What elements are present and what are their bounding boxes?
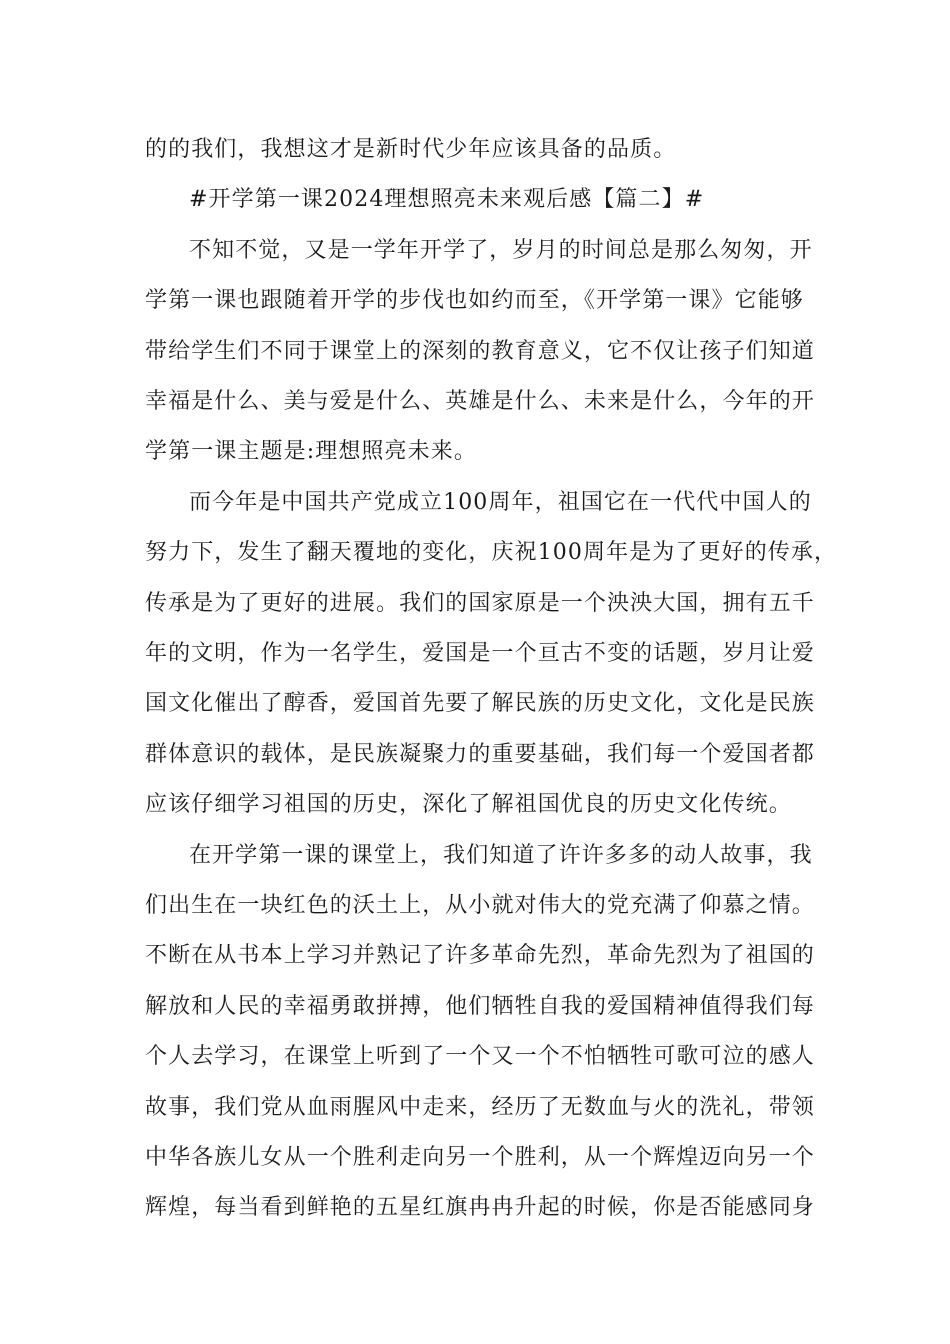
text-line: 应该仔细学习祖国的历史，深化了解祖国优良的历史文化传统。 [145, 792, 792, 817]
text-line: 努力下，发生了翻天覆地的变化，庆祝100周年是为了更好的传承， [145, 540, 838, 565]
text-line: 群体意识的载体，是民族凝聚力的重要基础，我们每一个爱国者都 [145, 742, 815, 767]
text-line: 不断在从书本上学习并熟记了许多革命先烈，革命先烈为了祖国的 [145, 943, 815, 968]
section-heading: #开学第一课2024理想照亮未来观后感【篇二】# [189, 187, 705, 212]
text-line: 传承是为了更好的进展。我们的国家原是一个泱泱大国，拥有五千 [145, 591, 815, 616]
text-line: 国文化催出了醇香，爱国首先要了解民族的历史文化，文化是民族 [145, 691, 815, 716]
text-line: 解放和人民的幸福勇敢拼搏，他们牺牲自我的爱国精神值得我们每 [145, 994, 815, 1019]
text-line: 幸福是什么、美与爱是什么、英雄是什么、未来是什么，今年的开 [145, 389, 815, 414]
text-line: 在开学第一课的课堂上，我们知道了许许多多的动人故事，我 [189, 843, 813, 868]
text-line: 中华各族儿女从一个胜利走向另一个胜利，从一个辉煌迈向另一个 [145, 1145, 815, 1170]
text-line: 故事，我们党从血雨腥风中走来，经历了无数血与火的洗礼，带领 [145, 1095, 815, 1120]
text-line: 年的文明，作为一名学生，爱国是一个亘古不变的话题，岁月让爱 [145, 641, 815, 666]
text-line: 不知不觉，又是一学年开学了，岁月的时间总是那么匆匆，开 [189, 238, 813, 263]
text-line: 的的我们，我想这才是新时代少年应该具备的品质。 [145, 137, 677, 162]
text-line: 而今年是中国共产党成立100周年，祖国它在一代代中国人的 [189, 490, 812, 515]
text-line: 们出生在一块红色的沃土上，从小就对伟大的党充满了仰慕之情。 [145, 893, 815, 918]
text-line: 带给学生们不同于课堂上的深刻的教育意义，它不仅让孩子们知道 [145, 339, 815, 364]
text-line: 个人去学习，在课堂上听到了一个又一个不怕牺牲可歌可泣的感人 [145, 1044, 815, 1069]
text-line: 学第一课也跟随着开学的步伐也如约而至，《开学第一课》它能够 [145, 288, 804, 313]
text-line: 学第一课主题是:理想照亮未来。 [145, 439, 477, 464]
text-line: 辉煌，每当看到鲜艳的五星红旗冉冉升起的时候，你是否能感同身 [145, 1195, 815, 1220]
